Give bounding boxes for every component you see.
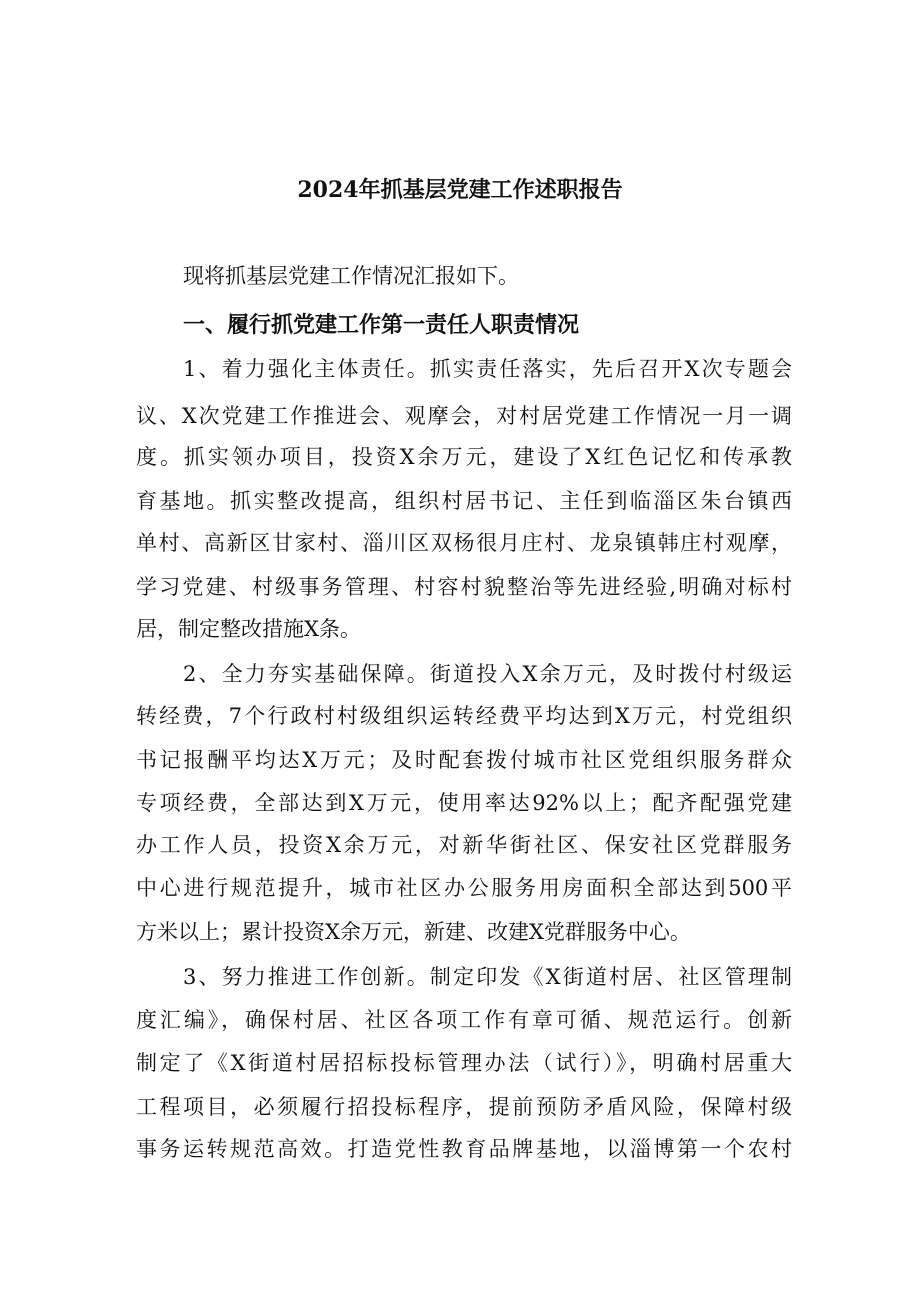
paragraph-line: 办工作人员，投资X余万元，对新华街社区、保安社区党群服务 [136, 833, 792, 857]
paragraph-line: 事务运转规范高效。打造党性教育品牌基地，以淄博第一个农村 [136, 1137, 792, 1161]
paragraph-line: 工程项目，必须履行招投标程序，提前预防矛盾风险，保障村级 [136, 1095, 792, 1119]
paragraph-line: 3、努力推进工作创新。制定印发《X街道村居、社区管理制 [183, 965, 792, 989]
paragraph-line: 1、着力强化主体责任。抓实责任落实，先后召开X次专题会 [183, 357, 792, 381]
paragraph-line: 方米以上；累计投资X余万元，新建、改建X党群服务中心。 [136, 920, 691, 944]
paragraph-line: 中心进行规范提升，城市社区办公服务用房面积全部达到500平 [136, 876, 792, 900]
paragraph-line: 育基地。抓实整改提高，组织村居书记、主任到临淄区朱台镇西 [136, 489, 792, 513]
paragraph-line: 转经费，7个行政村村级组织运转经费平均达到X万元，村党组织 [136, 704, 792, 728]
document-title: 2024年抓基层党建工作述职报告 [297, 177, 623, 203]
paragraph-line: 度汇编》，确保村居、社区各项工作有章可循、规范运行。创新 [136, 1008, 792, 1032]
paragraph-line: 单村、高新区甘家村、淄川区双杨很月庄村、龙泉镇韩庄村观摩， [136, 531, 792, 555]
intro-line: 现将抓基层党建工作情况汇报如下。 [183, 264, 519, 288]
paragraph-line: 2、全力夯实基础保障。街道投入X余万元，及时拨付村级运 [183, 662, 792, 686]
paragraph-line: 专项经费，全部达到X万元，使用率达92%以上；配齐配强党建 [136, 791, 792, 815]
paragraph-line: 议、X次党建工作推进会、观摩会，对村居党建工作情况一月一调 [136, 404, 792, 428]
paragraph-line: 学习党建、村级事务管理、村容村貌整治等先进经验,明确对标村 [136, 575, 792, 599]
paragraph-line: 居，制定整改措施X条。 [136, 617, 361, 641]
paragraph-line: 度。抓实领办项目，投资X余万元，建设了X红色记忆和传承教 [136, 445, 792, 469]
paragraph-line: 书记报酬平均达X万元；及时配套拨付城市社区党组织服务群众 [136, 748, 792, 772]
section-heading: 一、履行抓党建工作第一责任人职责情况 [183, 313, 580, 338]
paragraph-line: 制定了《X街道村居招标投标管理办法（试行）》，明确村居重大 [136, 1051, 792, 1075]
